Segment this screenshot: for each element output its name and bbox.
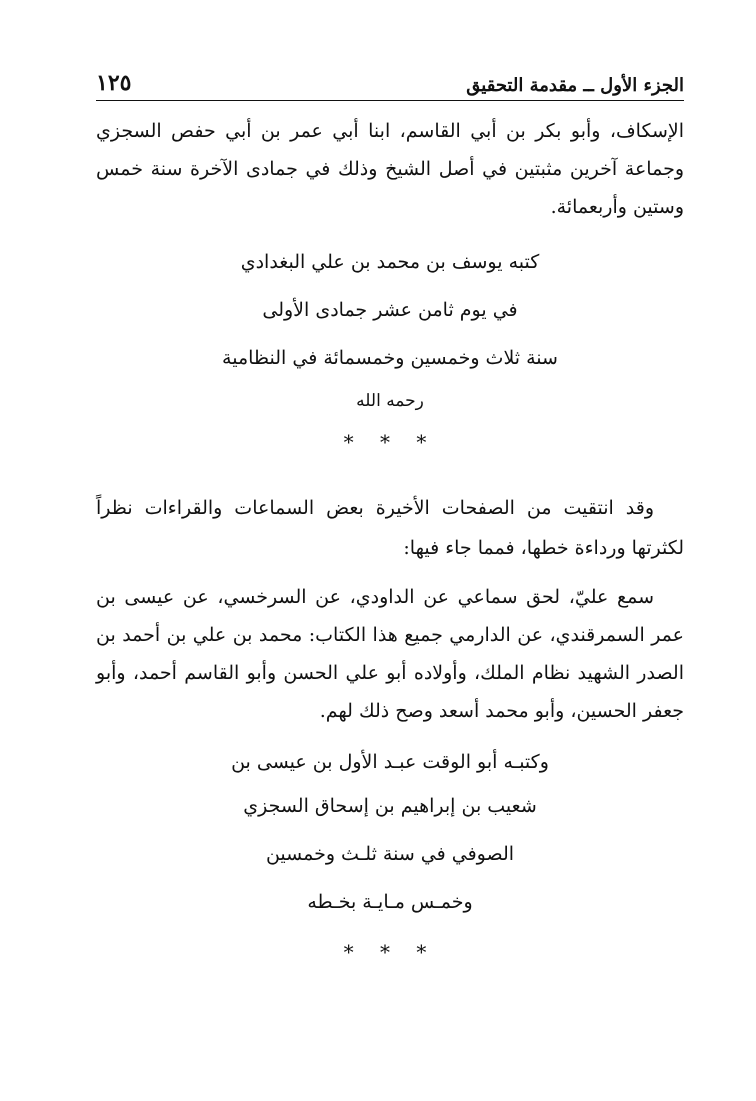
signature-1-line-2: في يوم ثامن عشر جمادى الأولى	[262, 299, 518, 321]
paragraph-3: سمع عليّ، لحق سماعي عن الداودي، عن السرخسي، عن عيسى بن عمر السمرقندي، عن الدارمي جميع هذا الكتاب: محمد بن علي بن أحمد بن الصدر الشهيد نظام الملك، وأولاده أبو علي الحسن وأبو القاسم أحمد، وأبو جعفر الحسين، وأبو محمد أسعد وصح ذلك لهم.	[96, 586, 684, 722]
separator-1: * * *	[343, 430, 437, 454]
separator-2: * * *	[343, 940, 437, 964]
paragraph-2: وقد انتقيت من الصفحات الأخيرة بعض السماعات والقراءات نظراً لكثرتها ورداءة خطها، فمما جاء فيها:	[96, 497, 684, 559]
page-number: ١٢٥	[96, 70, 132, 96]
page-header	[96, 62, 684, 101]
signature-1-line-3: سنة ثلاث وخمسين وخمسمائة في النظامية	[222, 347, 558, 369]
header-title: الجزء الأول ــ مقدمة التحقيق	[466, 75, 684, 96]
signature-block-2	[96, 740, 684, 924]
signature-2-line-3: الصوفي في سنة ثلـث وخمسين	[265, 843, 515, 865]
signature-2-line-2: شعيب بن إبراهيم بن إسحاق السجزي	[243, 795, 537, 817]
paragraph-1: الإسكاف، وأبو بكر بن أبي القاسم، ابنا أبي عمر بن أبي حفص السجزي وجماعة آخرين مثبتين في أصل الشيخ وذلك في جمادى الآخرة سنة خمس وستين وأربعمائة.	[96, 120, 684, 218]
signature-1-line-1: كتبه يوسف بن محمد بن علي البغدادي	[240, 251, 540, 273]
signature-1-line-4: رحمه الله	[356, 391, 424, 411]
signature-block-1	[96, 240, 684, 418]
signature-2-line-4: وخمـس مـايـة بخـطه	[307, 891, 473, 913]
page-body	[96, 112, 684, 976]
signature-2-line-1: وكتبـه أبو الوقت عبـد الأول بن عيسى بن	[231, 751, 549, 773]
